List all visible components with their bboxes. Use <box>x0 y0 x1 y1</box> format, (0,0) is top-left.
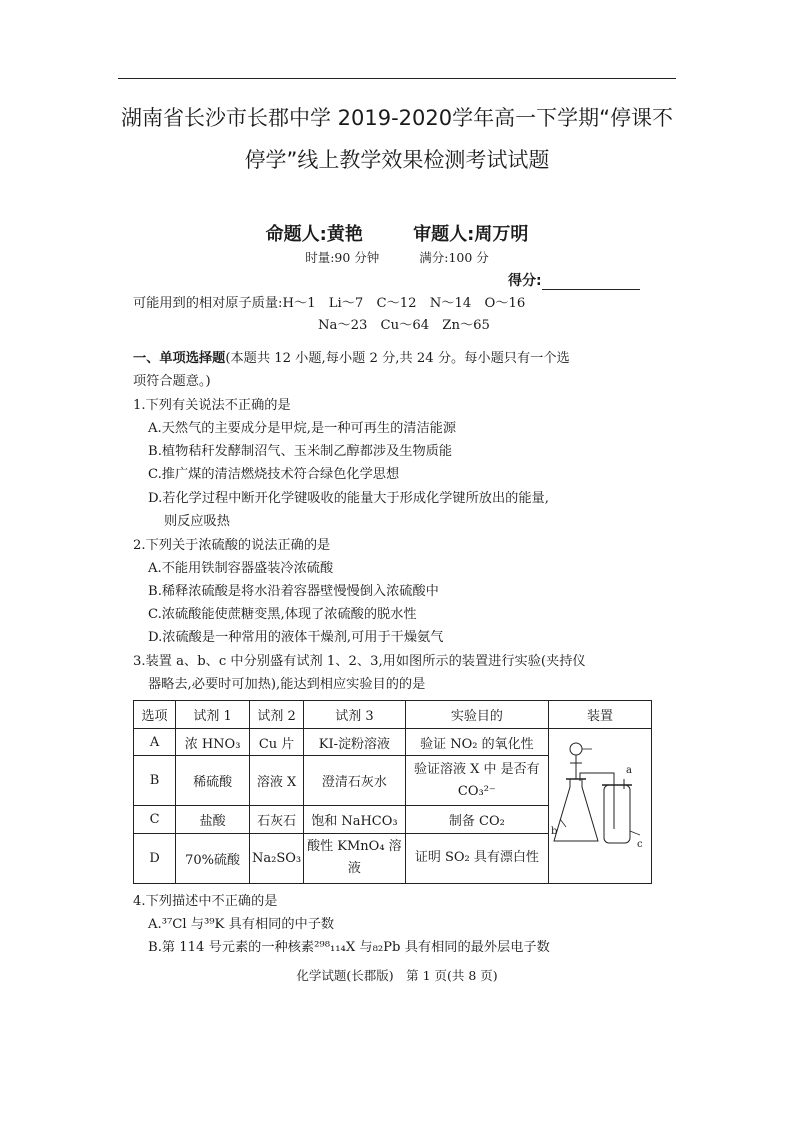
q4-stem: 4.下列描述中不正确的是 <box>133 894 278 909</box>
cell: 浓 HNO₃ <box>176 729 250 756</box>
section-1-desc-cont: 项符合题意。) <box>133 374 211 389</box>
atomic-mass-line-1: 可能用到的相对原子质量:H～1 Li～7 C～12 N～14 O～16 <box>133 296 526 311</box>
label-c: c <box>637 839 643 850</box>
cell: 澄清石灰水 <box>304 756 406 806</box>
table-row <box>134 729 652 756</box>
score-field <box>508 270 640 290</box>
q1-option-d: D.若化学过程中断开化学键吸收的能量大于形成化学键所放出的能量, <box>148 491 549 506</box>
apparatus-cell <box>549 729 652 884</box>
title-line-2: 停学”线上教学效果检测考试试题 <box>244 148 550 172</box>
header-cell: 试剂 2 <box>250 701 304 729</box>
top-rule <box>118 78 676 79</box>
label-a: a <box>626 765 632 776</box>
full-score-label: 满分:100 分 <box>419 250 489 265</box>
q1-option-b: B.植物秸秆发酵制沼气、玉米制乙醇都涉及生物质能 <box>148 444 453 459</box>
apparatus-diagram <box>552 729 648 879</box>
q1-option-c: C.推广煤的清洁燃烧技术符合绿色化学思想 <box>148 467 400 482</box>
reviewer-label: 审题人:周万明 <box>413 224 529 245</box>
cell: 70%硫酸 <box>176 833 250 883</box>
q2-option-d: D.浓硫酸是一种常用的液体干燥剂,可用于干燥氨气 <box>148 630 444 645</box>
cell: 石灰石 <box>250 806 304 833</box>
q1-option-a: A.天然气的主要成分是甲烷,是一种可再生的清洁能源 <box>148 421 457 436</box>
header-cell: 试剂 1 <box>176 701 250 729</box>
q3-table <box>133 700 652 884</box>
header-cell: 装置 <box>549 701 652 729</box>
exam-meta <box>100 248 694 266</box>
q1-stem: 1.下列有关说法不正确的是 <box>133 398 291 413</box>
q3-stem-2: 器略去,必要时可加热),能达到相应实验目的的是 <box>148 677 426 692</box>
cell: 稀硫酸 <box>176 756 250 806</box>
score-label: 得分: <box>508 273 542 289</box>
header-cell: 试剂 3 <box>304 701 406 729</box>
cell: 饱和 NaHCO₃ <box>304 806 406 833</box>
title-line-1: 湖南省长沙市长郡中学 2019-2020学年高一下学期“停课不 <box>120 106 674 130</box>
score-blank <box>542 275 640 290</box>
cell: KI-淀粉溶液 <box>304 729 406 756</box>
q2-option-c: C.浓硫酸能使蔗糖变黑,体现了浓硫酸的脱水性 <box>148 607 417 622</box>
authors <box>100 220 694 246</box>
header-cell: 选项 <box>134 701 176 729</box>
cell: B <box>134 756 176 806</box>
cell: 溶液 X <box>250 756 304 806</box>
q2-option-a: A.不能用铁制容器盛装冷浓硫酸 <box>148 561 334 576</box>
q4-option-b: B.第 114 号元素的一种核素²⁹⁸₁₁₄X 与₈₂Pb 具有相同的最外层电子数 <box>148 940 550 955</box>
cell: 验证 NO₂ 的氧化性 <box>405 729 548 756</box>
label-b: b <box>551 826 558 837</box>
atomic-mass-line-2: Na～23 Cu～64 Zn～65 <box>318 318 490 333</box>
cell: Na₂SO₃ <box>250 833 304 883</box>
author-label: 命题人:黄艳 <box>265 224 363 245</box>
section-1-title: 一、单项选择题 <box>133 351 226 366</box>
time-label: 时量:90 分钟 <box>305 250 380 265</box>
cell: 酸性 KMnO₄ 溶液 <box>304 833 406 883</box>
page-footer: 化学试题(长郡版) 第 1 页(共 8 页) <box>296 968 498 983</box>
q3-stem-1: 3.装置 a、b、c 中分别盛有试剂 1、2、3,用如图所示的装置进行实验(夹持仪 <box>133 654 586 669</box>
cell: 制备 CO₂ <box>405 806 548 833</box>
q2-option-b: B.稀释浓硫酸是将水沿着容器壁慢慢倒入浓硫酸中 <box>148 584 439 599</box>
section-1-header <box>133 347 570 366</box>
cell: Cu 片 <box>250 729 304 756</box>
header-cell: 实验目的 <box>405 701 548 729</box>
q1-option-d-cont: 则反应吸热 <box>164 514 230 529</box>
cell: 盐酸 <box>176 806 250 833</box>
cell: A <box>134 729 176 756</box>
q4-option-a: A.³⁷Cl 与³⁹K 具有相同的中子数 <box>148 917 335 932</box>
cell: 证明 SO₂ 具有漂白性 <box>405 833 548 883</box>
cell: 验证溶液 X 中 是否有 CO₃²⁻ <box>405 756 548 806</box>
cell: D <box>134 833 176 883</box>
section-1-desc: (本题共 12 小题,每小题 2 分,共 24 分。每小题只有一个选 <box>225 351 570 366</box>
q2-stem: 2.下列关于浓硫酸的说法正确的是 <box>133 538 331 553</box>
cell: C <box>134 806 176 833</box>
table-header-row <box>134 701 652 729</box>
